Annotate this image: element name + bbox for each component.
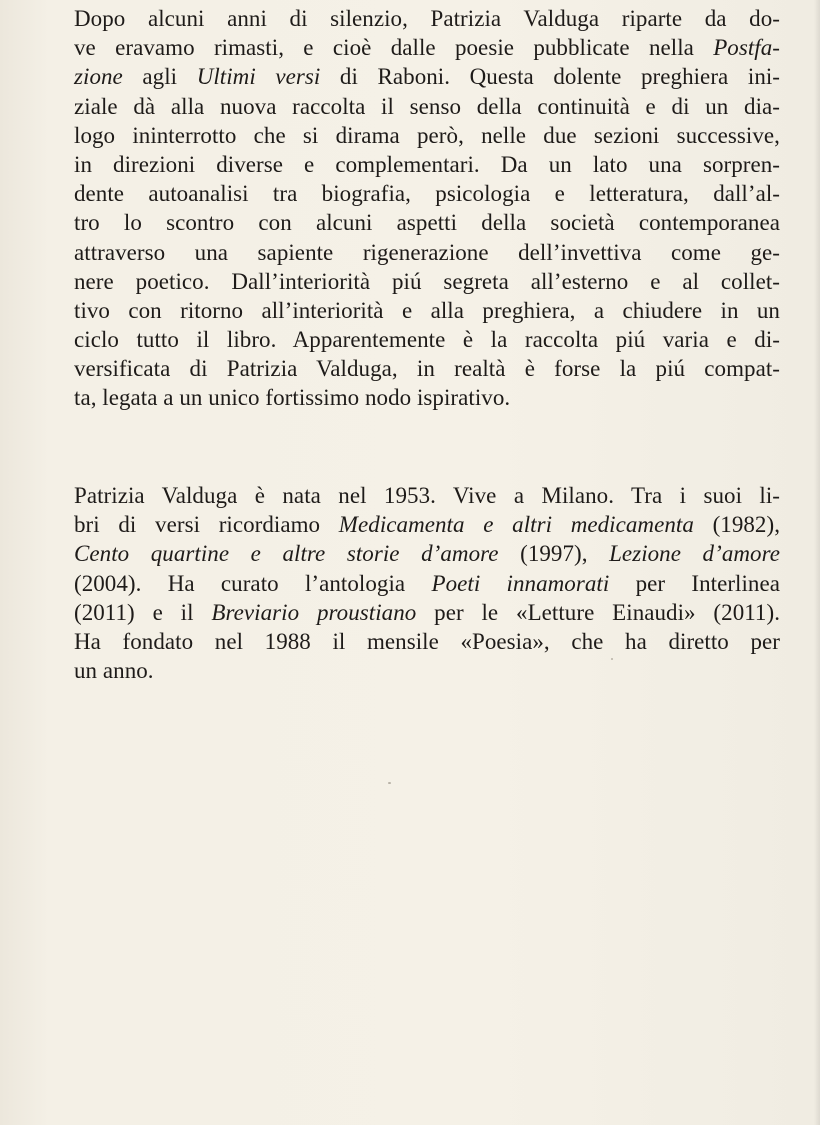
blurb-paragraph xyxy=(74,4,780,413)
text-segment: Patrizia Valduga è nata nel 1953. Vive a Milano. Tra i suoi li- xyxy=(74,483,780,508)
text-line xyxy=(74,150,780,179)
text-line xyxy=(74,33,780,62)
text-segment: Dopo alcuni anni di silenzio, Patrizia Valduga riparte da do- xyxy=(74,6,780,31)
text-segment: (2011) e il xyxy=(74,599,212,625)
text-segment: Ha fondato nel 1988 il mensile «Poesia», che ha diretto per xyxy=(74,628,780,654)
text-segment: (2004). Ha curato l’antologia xyxy=(74,570,432,596)
paper-speck xyxy=(611,658,613,660)
text-line xyxy=(74,325,780,354)
text-line xyxy=(74,627,780,656)
text-line xyxy=(74,267,780,296)
text-segment: un anno. xyxy=(74,658,154,684)
text-segment: per le «Letture Einaudi» (2011). xyxy=(416,599,780,625)
text-segment: ta, legata a un unico fortissimo nodo ispirativo. xyxy=(74,385,511,411)
text-segment: nere poetico. Dall’interiorità piú segreta all’esterno e al collet- xyxy=(74,268,780,294)
text-line xyxy=(74,598,780,627)
text-line xyxy=(74,656,780,685)
italic-title-text: Cento quartine e altre storie d’amore xyxy=(74,541,499,567)
text-segment: (1997), xyxy=(498,541,610,567)
text-segment: per Interlinea xyxy=(609,570,780,596)
text-segment: dente autoanalisi tra biografia, psicologia e letteratura, dall’al- xyxy=(74,181,780,207)
text-segment: ziale dà alla nuova raccolta il senso della continuità e di un dia- xyxy=(74,93,780,119)
italic-title-text: Poeti innamorati xyxy=(431,570,610,596)
text-segment: versificata di Patrizia Valduga, in realtà è forse la piú compat- xyxy=(74,356,780,382)
text-line xyxy=(74,481,780,510)
text-line xyxy=(74,383,780,412)
text-line xyxy=(74,208,780,237)
italic-title-text: Lezione d’amore xyxy=(609,541,780,567)
text-line xyxy=(74,569,780,598)
text-segment: tro lo scontro con alcuni aspetti della società contemporanea xyxy=(74,210,780,236)
text-segment: di Raboni. Questa dolente preghiera ini- xyxy=(320,64,781,90)
text-line xyxy=(74,510,780,539)
text-line xyxy=(74,179,780,208)
page-edge-shadow xyxy=(814,0,820,1125)
text-segment: tivo con ritorno all’interiorità e alla preghiera, a chiudere in un xyxy=(74,297,780,323)
italic-title-text: Medicamenta e altri medicamenta xyxy=(338,512,694,538)
text-line xyxy=(74,296,780,325)
text-line xyxy=(74,4,780,33)
italic-title-text: Ultimi versi xyxy=(196,64,321,90)
text-line xyxy=(74,238,780,267)
text-segment: bri di versi ricordiamo xyxy=(74,512,339,538)
text-line xyxy=(74,92,780,121)
text-segment: ve eravamo rimasti, e cioè dalle poesie pubblicate nella xyxy=(74,35,714,61)
text-line xyxy=(74,62,780,91)
paper-speck xyxy=(388,782,391,784)
text-segment: attraverso una sapiente rigenerazione dell’invettiva come ge- xyxy=(74,239,780,265)
text-segment: agli xyxy=(122,64,197,90)
text-segment: in direzioni diverse e complementari. Da un lato una sorpren- xyxy=(74,151,780,177)
text-line xyxy=(74,354,780,383)
text-segment: ciclo tutto il libro. Apparentemente è la raccolta piú varia e di- xyxy=(74,327,780,353)
text-segment: (1982), xyxy=(693,512,780,538)
text-segment: logo ininterrotto che si dirama però, nelle due sezioni successive, xyxy=(74,122,780,148)
italic-title-text: Breviario proustiano xyxy=(211,599,417,625)
text-line xyxy=(74,539,780,568)
author-bio-paragraph xyxy=(74,481,780,685)
italic-title-text: Postfa- xyxy=(713,35,780,61)
italic-title-text: zione xyxy=(74,64,123,90)
text-line xyxy=(74,121,780,150)
